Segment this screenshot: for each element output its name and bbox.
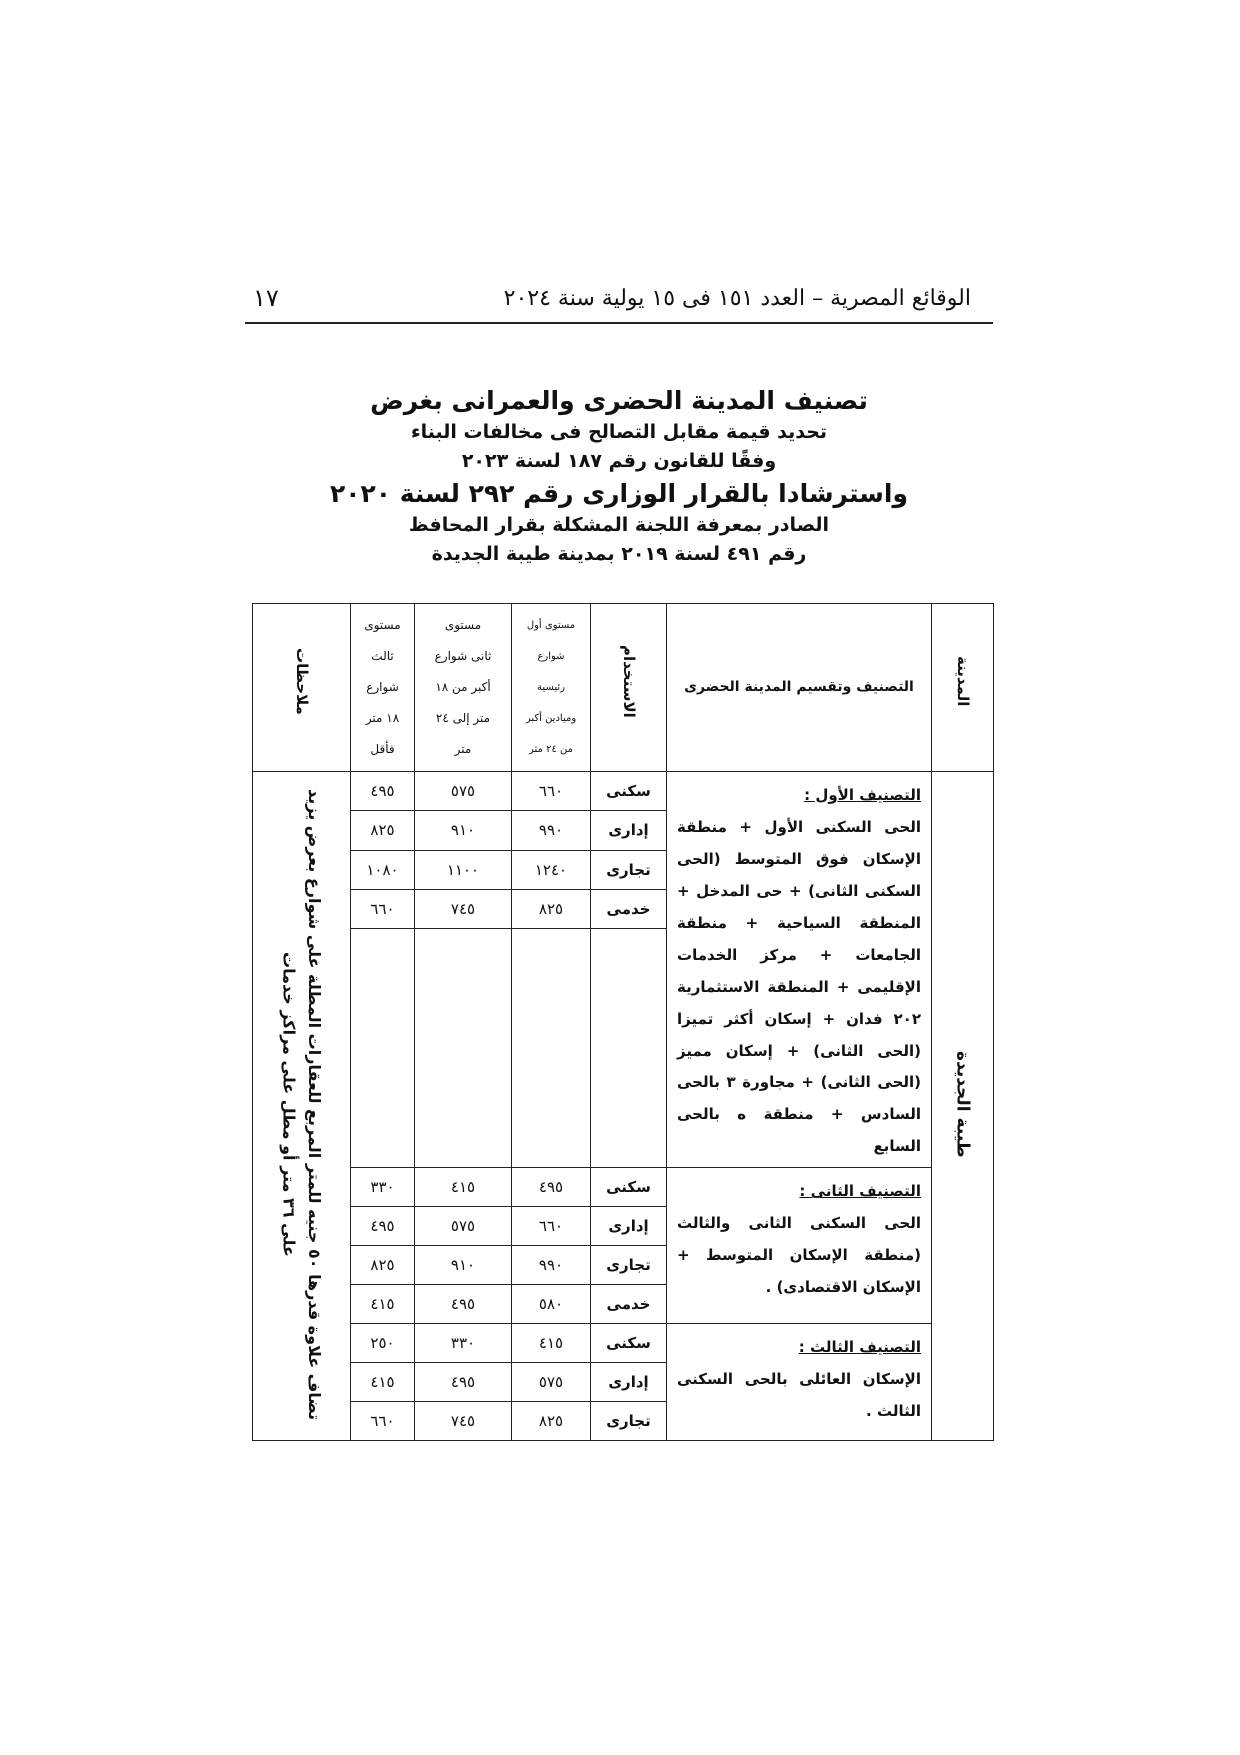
level-1-value: ٩٩٠ <box>512 1246 591 1285</box>
header-use: الاستخدام <box>591 604 667 772</box>
title-line-5: الصادر بمعرفة اللجنة المشكلة بقرار المحافظ <box>408 514 830 536</box>
level-2-value: ٥٧٥ <box>415 772 512 811</box>
header-level-1: مستوى أول شوارع رئيسية وميادين أكبر من ٢٤ متر <box>512 604 591 772</box>
level-1-value: ٤٩٥ <box>512 1168 591 1207</box>
city-cell: طيبة الجديدة <box>932 772 994 1441</box>
level-3-value: ٢٥٠ <box>351 1324 415 1363</box>
level-1-value: ٥٨٠ <box>512 1285 591 1324</box>
blank-cell <box>591 929 667 1168</box>
use-cell: تجارى <box>591 1246 667 1285</box>
level-3-value: ٤١٥ <box>351 1285 415 1324</box>
level-2-value: ٩١٠ <box>415 811 512 850</box>
header-classification: التصنيف وتقسيم المدينة الحضرى <box>667 604 932 772</box>
level-3-value: ١٠٨٠ <box>351 850 415 889</box>
classification-table <box>252 603 994 1441</box>
level-2-value: ١١٠٠ <box>415 850 512 889</box>
level-1-value: ٦٦٠ <box>512 772 591 811</box>
level-3-value: ٨٢٥ <box>351 811 415 850</box>
use-cell: خدمى <box>591 1285 667 1324</box>
level-1-value: ٦٦٠ <box>512 1207 591 1246</box>
table-row <box>253 772 994 811</box>
header-level-3: مستوى ثالث شوارع ١٨ متر فأقل <box>351 604 415 772</box>
title-line-3: وفقًا للقانون رقم ١٨٧ لسنة ٢٠٢٣ <box>461 450 777 472</box>
title-line-2: تحديد قيمة مقابل التصالح فى مخالفات البناء <box>410 421 828 443</box>
level-2-value: ٥٧٥ <box>415 1207 512 1246</box>
use-cell: إدارى <box>591 1363 667 1402</box>
use-cell: إدارى <box>591 1207 667 1246</box>
level-3-value: ٦٦٠ <box>351 889 415 928</box>
level-1-value: ٥٧٥ <box>512 1363 591 1402</box>
header-notes: ملاحظات <box>253 604 351 772</box>
classification-1-description: التصنيف الأول : الحى السكنى الأول + منطقة الإسكان فوق المتوسط (الحى السكنى الثانى) + حى المدخل + المنطقة السياحية + منطقة الجامعات + مركز الخدمات الإقليمى + المنطقة الاستثمارية ٢٠٢ فدان + إسكان أكثر تميزا (الحى الثانى) + إسكان مميز (الحى الثانى) + مجاورة ٣ بالحى السادس + منطقة ه بالحى السابع <box>667 772 932 1168</box>
blank-cell <box>415 929 512 1168</box>
level-2-value: ٣٣٠ <box>415 1324 512 1363</box>
level-3-value: ٤٩٥ <box>351 1207 415 1246</box>
page-header <box>245 282 993 324</box>
running-title: الوقائع المصرية – العدد ١٥١ فى ١٥ يولية سنة ٢٠٢٤ <box>503 286 971 311</box>
use-cell: تجارى <box>591 850 667 889</box>
level-2-value: ٧٤٥ <box>415 1402 512 1441</box>
level-2-value: ٤٩٥ <box>415 1285 512 1324</box>
blank-cell <box>351 929 415 1168</box>
level-3-value: ٦٦٠ <box>351 1402 415 1441</box>
use-cell: سكنى <box>591 1168 667 1207</box>
level-3-value: ٣٣٠ <box>351 1168 415 1207</box>
level-3-value: ٤١٥ <box>351 1363 415 1402</box>
header-row <box>253 604 994 772</box>
title-line-6: رقم ٤٩١ لسنة ٢٠١٩ بمدينة طيبة الجديدة <box>431 543 807 565</box>
title-line-1: تصنيف المدينة الحضرى والعمرانى بغرض <box>370 386 868 415</box>
level-3-value: ٨٢٥ <box>351 1246 415 1285</box>
level-1-value: ١٢٤٠ <box>512 850 591 889</box>
use-cell: تجارى <box>591 1402 667 1441</box>
use-cell: سكنى <box>591 1324 667 1363</box>
level-1-value: ٨٢٥ <box>512 1402 591 1441</box>
level-2-value: ٧٤٥ <box>415 889 512 928</box>
header-level-2: مستوى ثانى شوارع أكبر من ١٨ متر إلى ٢٤ متر <box>415 604 512 772</box>
use-cell: خدمى <box>591 889 667 928</box>
header-city: المدينة <box>932 604 994 772</box>
table-row <box>253 1168 994 1207</box>
level-1-value: ٨٢٥ <box>512 889 591 928</box>
title-line-4: واسترشادا بالقرار الوزارى رقم ٢٩٢ لسنة ٢٠٢٠ <box>329 479 908 508</box>
level-2-value: ٩١٠ <box>415 1246 512 1285</box>
level-1-value: ٩٩٠ <box>512 811 591 850</box>
notes-cell: تضاف علاوة قدرها ٥٠ جنيه للمتر المربع للعقارات المطلة على شوارع بعرض يزيد على ٣٦ متر أو مطل على مراكز خدمات <box>253 772 351 1441</box>
table-row <box>253 1324 994 1363</box>
use-cell: إدارى <box>591 811 667 850</box>
use-cell: سكنى <box>591 772 667 811</box>
document-title-block <box>245 388 993 564</box>
classification-2-description: التصنيف الثانى : الحى السكنى الثانى والثالث (منطقة الإسكان المتوسط + الإسكان الاقتصادى) . <box>667 1168 932 1324</box>
level-2-value: ٤١٥ <box>415 1168 512 1207</box>
page-number: ١٧ <box>253 284 279 312</box>
level-3-value: ٤٩٥ <box>351 772 415 811</box>
classification-3-description: التصنيف الثالث : الإسكان العائلى بالحى السكنى الثالث . <box>667 1324 932 1441</box>
level-1-value: ٤١٥ <box>512 1324 591 1363</box>
level-2-value: ٤٩٥ <box>415 1363 512 1402</box>
blank-cell <box>512 929 591 1168</box>
